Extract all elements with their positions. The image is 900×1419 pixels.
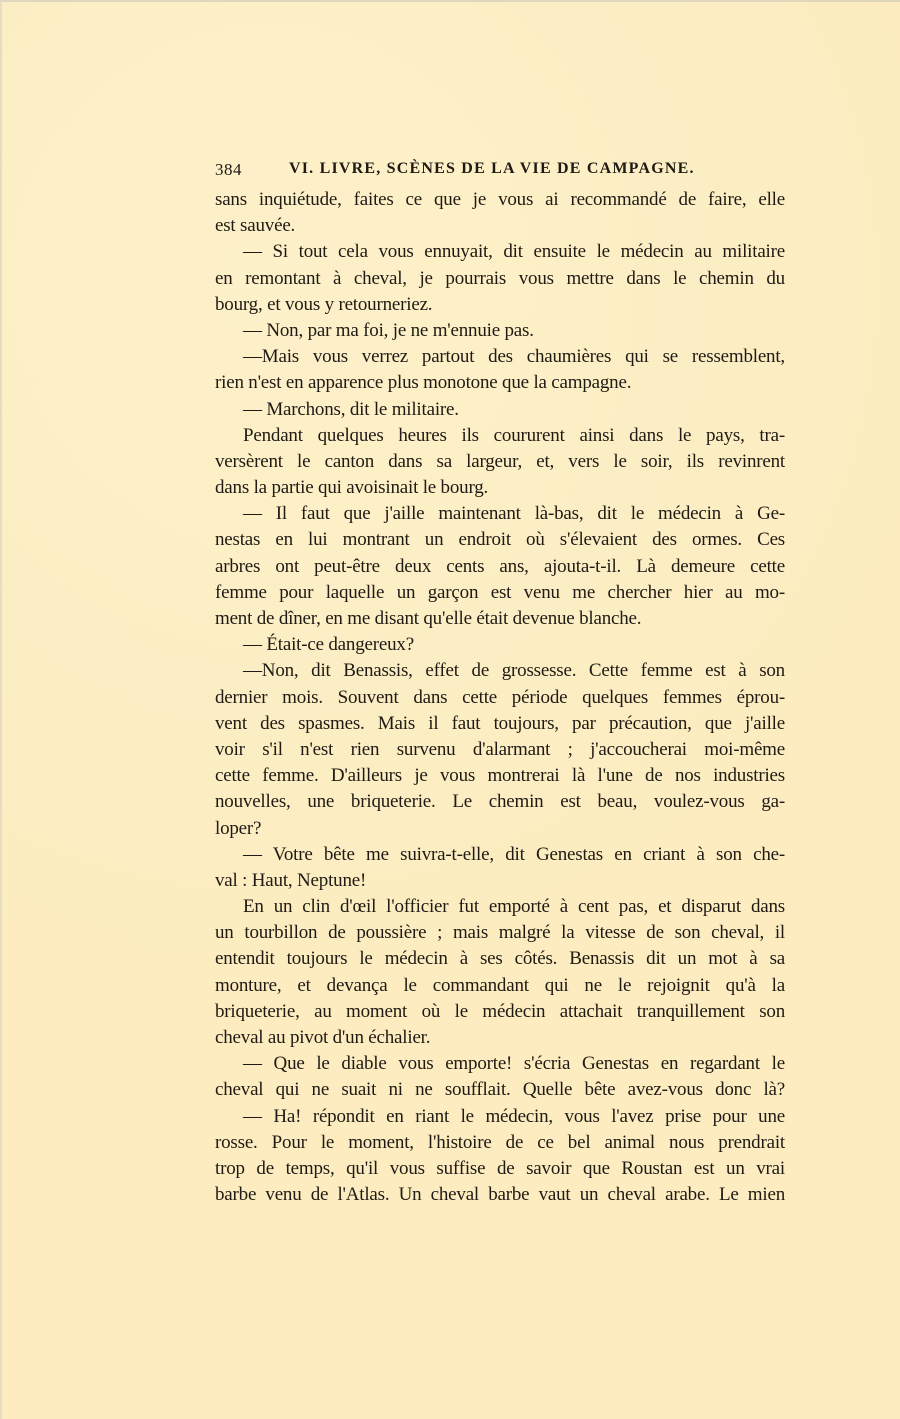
text-line: —Non, dit Benassis, effet de grossesse. Cette femme est à son [243, 660, 785, 682]
text-line: vent des spasmes. Mais il faut toujours, par précaution, que j'aille [215, 712, 785, 734]
text-line: monture, et devança le commandant qui ne le rejoignit qu'à la [215, 974, 785, 996]
text-line: dernier mois. Souvent dans cette période quelques femmes éprou- [215, 686, 785, 708]
body-text [215, 187, 785, 1208]
text-line: — Ha! répondit en riant le médecin, vous l'avez prise pour une [243, 1105, 785, 1127]
text-line: — Non, par ma foi, je ne m'ennuie pas. [243, 319, 534, 341]
text-line: dans la partie qui avoisinait le bourg. [215, 477, 489, 499]
text-line: ment de dîner, en me disant qu'elle était devenue blanche. [215, 608, 642, 629]
text-line: val : Haut, Neptune! [215, 869, 367, 891]
text-line: — Il faut que j'aille maintenant là-bas, dit le médecin à Ge- [243, 503, 785, 525]
text-line: nestas en lui montrant un endroit où s'élevaient des ormes. Ces [215, 529, 785, 551]
text-line: — Était-ce dangereux? [243, 634, 414, 656]
running-head [215, 160, 785, 186]
page-number: 384 [215, 160, 242, 179]
text-line: — Que le diable vous emporte! s'écria Genestas en regardant le [243, 1053, 785, 1075]
text-line: bourg, et vous y retourneriez. [215, 293, 433, 315]
text-line: un tourbillon de poussière ; mais malgré la vitesse de son cheval, il [215, 922, 785, 944]
text-line: rien n'est en apparence plus monotone que la campagne. [215, 372, 632, 394]
text-line: est sauvée. [215, 215, 296, 237]
text-line: versèrent le canton dans sa largeur, et, vers le soir, ils revinrent [215, 450, 785, 472]
text-line: En un clin d'œil l'officier fut emporté à cent pas, et disparut dans [243, 896, 785, 918]
text-line: — Marchons, dit le militaire. [243, 398, 459, 420]
text-line: rosse. Pour le moment, l'histoire de ce bel animal nous prendrait [215, 1131, 785, 1153]
text-line: cheval au pivot d'un échalier. [215, 1027, 431, 1048]
text-line: en remontant à cheval, je pourrais vous mettre dans le chemin du [215, 267, 785, 289]
text-line: briqueterie, au moment où le médecin attachait tranquillement son [215, 1000, 785, 1022]
text-line: barbe venu de l'Atlas. Un cheval barbe vaut un cheval arabe. Le mien [215, 1184, 785, 1206]
text-line: arbres ont peut-être deux cents ans, ajouta-t-il. Là demeure cette [215, 555, 785, 577]
text-line: — Si tout cela vous ennuyait, dit ensuite le médecin au militaire [243, 241, 785, 263]
text-line: cheval qui ne suait ni ne soufflait. Quelle bête avez-vous donc là? [215, 1079, 785, 1101]
text-line: nouvelles, une briqueterie. Le chemin est beau, voulez-vous ga- [215, 791, 785, 813]
text-line: femme pour laquelle un garçon est venu me chercher hier au mo- [215, 581, 785, 603]
text-line: Pendant quelques heures ils coururent ainsi dans le pays, tra- [243, 424, 785, 446]
text-line: sans inquiétude, faites ce que je vous ai recommandé de faire, elle [215, 189, 785, 210]
text-line: —Mais vous verrez partout des chaumières qui se ressemblent, [243, 346, 785, 368]
text-line: entendit toujours le médecin à ses côtés. Benassis dit un mot à sa [215, 948, 785, 970]
text-line: cette femme. D'ailleurs je vous montrerai là l'une de nos industries [215, 765, 785, 787]
text-line: loper? [215, 817, 262, 839]
text-line: — Votre bête me suivra-t-elle, dit Genestas en criant à son che- [243, 843, 785, 865]
text-line: voir s'il n'est rien survenu d'alarmant ; j'accoucherai moi-même [215, 738, 785, 760]
running-head-title: VI. LIVRE, SCÈNES DE LA VIE DE CAMPAGNE. [289, 160, 695, 177]
text-line: trop de temps, qu'il vous suffise de savoir que Roustan est un vrai [215, 1157, 785, 1179]
